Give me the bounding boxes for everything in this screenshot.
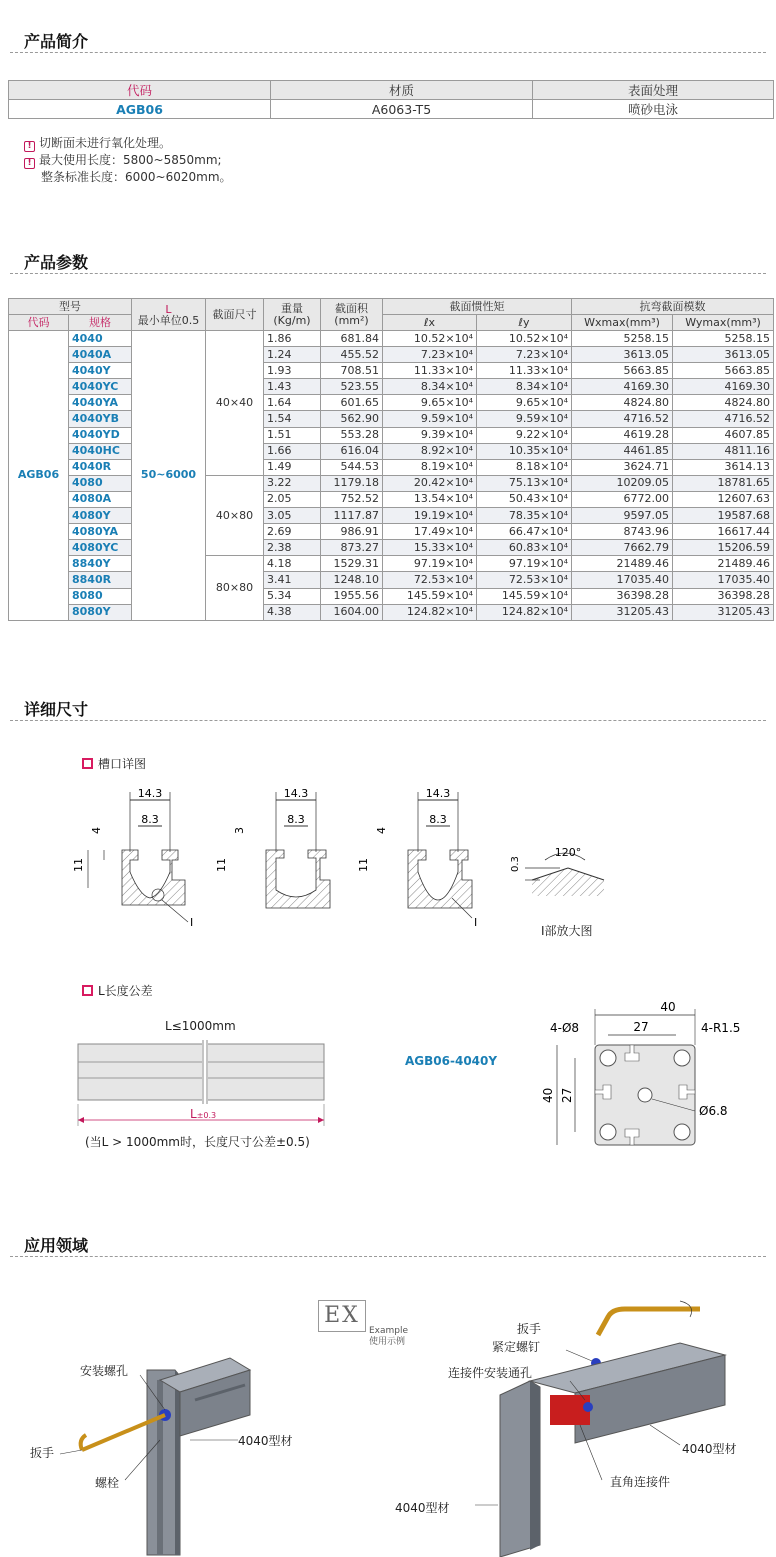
value-cell-wy: 31205.43 — [673, 604, 774, 620]
intro-table — [8, 80, 774, 119]
ex-logo: EX — [318, 1300, 366, 1332]
intro-header-code: 代码 — [9, 81, 271, 100]
value-cell-w: 3.41 — [264, 572, 321, 588]
value-cell-wy: 3613.05 — [673, 347, 774, 363]
value-cell-w: 2.05 — [264, 491, 321, 507]
divider — [10, 1256, 766, 1257]
value-cell-ix: 9.39×10⁴ — [383, 427, 477, 443]
value-cell-w: 1.66 — [264, 443, 321, 459]
header-wy: Wymax(mm³) — [673, 315, 774, 331]
value-cell-wy: 18781.65 — [673, 475, 774, 491]
slot3-depth-label: 4 — [375, 827, 388, 834]
value-cell-a: 1604.00 — [321, 604, 383, 620]
value-cell-iy: 8.18×10⁴ — [477, 459, 572, 475]
value-cell-w: 3.22 — [264, 475, 321, 491]
spec-cell: 4080A — [69, 491, 132, 507]
header-weight-unit: (Kg/m) — [273, 313, 311, 327]
table-row — [9, 556, 774, 572]
cross-section-diagram — [535, 995, 775, 1155]
label-angle-bracket: 直角连接件 — [610, 1475, 671, 1489]
value-cell-wy: 15206.59 — [673, 540, 774, 556]
value-cell-wy: 17035.40 — [673, 572, 774, 588]
value-cell-iy: 72.53×10⁴ — [477, 572, 572, 588]
spec-cell: 4040YC — [69, 379, 132, 395]
value-cell-w: 1.49 — [264, 459, 321, 475]
intro-surface: 喷砂电泳 — [533, 100, 774, 119]
spec-cell: 4080 — [69, 475, 132, 491]
value-cell-a: 752.52 — [321, 491, 383, 507]
note-2: 最大使用长度：5800~5850mm; — [39, 153, 222, 167]
intro-code: AGB06 — [9, 100, 271, 119]
header-spec: 规格 — [69, 315, 132, 331]
value-cell-w: 1.64 — [264, 395, 321, 411]
intro-material: A6063-T5 — [271, 100, 533, 119]
spec-cell: 8840R — [69, 572, 132, 588]
value-cell-a: 708.51 — [321, 363, 383, 379]
warning-icon: ! — [24, 158, 35, 169]
value-cell-w: 4.18 — [264, 556, 321, 572]
model-label: AGB06-4040Y — [405, 1054, 498, 1068]
header-wx: Wxmax(mm³) — [572, 315, 673, 331]
value-cell-ix: 8.92×10⁴ — [383, 443, 477, 459]
spec-cell: 4040HC — [69, 443, 132, 459]
value-cell-a: 681.84 — [321, 331, 383, 347]
square-bullet-icon — [82, 985, 93, 996]
slot2-width-label: 14.3 — [283, 787, 309, 800]
value-cell-a: 523.55 — [321, 379, 383, 395]
table-row — [9, 395, 774, 411]
value-cell-wx: 4619.28 — [572, 427, 673, 443]
slot-diagrams — [0, 780, 776, 950]
value-cell-wy: 4824.80 — [673, 395, 774, 411]
application-illustration-right — [380, 1295, 776, 1557]
value-cell-iy: 97.19×10⁴ — [477, 556, 572, 572]
table-row — [9, 475, 774, 491]
header-area: 截面积 — [335, 301, 368, 315]
value-cell-a: 1248.10 — [321, 572, 383, 588]
label-profile-right-1: 4040型材 — [682, 1442, 737, 1456]
label-bracket-hole: 连接件安装通孔 — [448, 1366, 533, 1380]
label-wrench-right: 扳手 — [517, 1322, 542, 1336]
value-cell-a: 1955.56 — [321, 588, 383, 604]
enlarge-diagram — [510, 846, 604, 896]
value-cell-wx: 7662.79 — [572, 540, 673, 556]
value-cell-iy: 11.33×10⁴ — [477, 363, 572, 379]
value-cell-iy: 10.52×10⁴ — [477, 331, 572, 347]
enlarge-caption: I部放大图 — [541, 924, 593, 938]
header-L: L — [165, 302, 172, 316]
table-row — [9, 347, 774, 363]
value-cell-w: 4.38 — [264, 604, 321, 620]
value-cell-w: 1.86 — [264, 331, 321, 347]
spec-cell: 4080YA — [69, 524, 132, 540]
spec-cell: 4040R — [69, 459, 132, 475]
note-1: 切断面未进行氧化处理。 — [39, 136, 172, 150]
value-cell-wx: 4716.52 — [572, 411, 673, 427]
value-cell-wx: 4824.80 — [572, 395, 673, 411]
value-cell-iy: 7.23×10⁴ — [477, 347, 572, 363]
value-cell-ix: 8.19×10⁴ — [383, 459, 477, 475]
slot2-inner-label: 8.3 — [287, 813, 305, 826]
slot1-inner-label: 8.3 — [141, 813, 159, 826]
value-cell-wx: 31205.43 — [572, 604, 673, 620]
slot-diagram-3 — [357, 787, 477, 929]
section-size-cell: 40×40 — [206, 331, 264, 476]
spec-cell: 4040YA — [69, 395, 132, 411]
table-row — [9, 491, 774, 507]
value-cell-ix: 145.59×10⁴ — [383, 588, 477, 604]
value-cell-w: 1.54 — [264, 411, 321, 427]
intro-header-material: 材质 — [271, 81, 533, 100]
value-cell-ix: 11.33×10⁴ — [383, 363, 477, 379]
section-title-detail: 详细尺寸 — [24, 700, 89, 719]
value-cell-wy: 19587.68 — [673, 508, 774, 524]
value-cell-iy: 66.47×10⁴ — [477, 524, 572, 540]
table-row — [9, 604, 774, 620]
slot3-inner-label: 8.3 — [429, 813, 447, 826]
value-cell-iy: 9.65×10⁴ — [477, 395, 572, 411]
slot3-mark: I — [474, 916, 478, 929]
application-illustration-left — [20, 1340, 350, 1557]
value-cell-wx: 4169.30 — [572, 379, 673, 395]
value-cell-ix: 8.34×10⁴ — [383, 379, 477, 395]
table-row — [9, 411, 774, 427]
label-profile-right-2: 4040型材 — [395, 1501, 450, 1515]
cross-holes-label: 4-Ø8 — [550, 1021, 580, 1035]
value-cell-iy: 50.43×10⁴ — [477, 491, 572, 507]
table-row — [9, 540, 774, 556]
slot1-depth-label: 4 — [90, 827, 103, 834]
spec-cell: 4040YD — [69, 427, 132, 443]
cross-center-label: Ø6.8 — [699, 1104, 728, 1118]
header-iy: ℓy — [477, 315, 572, 331]
spec-cell: 4040Y — [69, 363, 132, 379]
divider — [10, 273, 766, 274]
value-cell-wy: 3614.13 — [673, 459, 774, 475]
value-cell-iy: 9.22×10⁴ — [477, 427, 572, 443]
value-cell-ix: 19.19×10⁴ — [383, 508, 477, 524]
spec-cell: 4040 — [69, 331, 132, 347]
value-cell-wx: 9597.05 — [572, 508, 673, 524]
label-install-hole: 安装螺孔 — [80, 1364, 129, 1378]
divider — [10, 720, 766, 721]
value-cell-a: 544.53 — [321, 459, 383, 475]
value-cell-ix: 97.19×10⁴ — [383, 556, 477, 572]
value-cell-iy: 124.82×10⁴ — [477, 604, 572, 620]
intro-header-surface: 表面处理 — [533, 81, 774, 100]
value-cell-ix: 7.23×10⁴ — [383, 347, 477, 363]
slot-diagram-1 — [72, 787, 193, 929]
cross-radius-label: 4-R1.5 — [701, 1021, 741, 1035]
value-cell-a: 616.04 — [321, 443, 383, 459]
value-cell-ix: 17.49×10⁴ — [383, 524, 477, 540]
spec-cell: 8080Y — [69, 604, 132, 620]
tolerance-top-label: L≤1000mm — [165, 1019, 236, 1033]
label-set-screw: 紧定螺钉 — [492, 1340, 541, 1354]
value-cell-ix: 72.53×10⁴ — [383, 572, 477, 588]
value-cell-iy: 145.59×10⁴ — [477, 588, 572, 604]
tolerance-length-label: L±0.3 — [190, 1107, 217, 1121]
ex-cn: 使用示例 — [369, 1337, 406, 1347]
value-cell-wy: 5258.15 — [673, 331, 774, 347]
value-cell-w: 2.38 — [264, 540, 321, 556]
divider — [10, 52, 766, 53]
value-cell-ix: 20.42×10⁴ — [383, 475, 477, 491]
params-table — [8, 298, 774, 621]
value-cell-a: 1529.31 — [321, 556, 383, 572]
value-cell-wy: 36398.28 — [673, 588, 774, 604]
value-cell-wy: 21489.46 — [673, 556, 774, 572]
tolerance-heading — [82, 982, 153, 999]
value-cell-w: 1.51 — [264, 427, 321, 443]
header-modulus: 抗弯截面模数 — [572, 299, 774, 315]
value-cell-wy: 4169.30 — [673, 379, 774, 395]
section-title-intro: 产品简介 — [24, 32, 89, 51]
header-model: 型号 — [9, 299, 132, 315]
spec-cell: 4040A — [69, 347, 132, 363]
table-row — [9, 524, 774, 540]
table-row — [9, 443, 774, 459]
value-cell-wx: 5258.15 — [572, 331, 673, 347]
cross-inner-label: 27 — [633, 1020, 649, 1034]
value-cell-a: 1117.87 — [321, 508, 383, 524]
value-cell-a: 562.90 — [321, 411, 383, 427]
value-cell-ix: 9.59×10⁴ — [383, 411, 477, 427]
value-cell-wy: 4716.52 — [673, 411, 774, 427]
table-row — [9, 427, 774, 443]
spec-cell: 4040YB — [69, 411, 132, 427]
value-cell-w: 1.43 — [264, 379, 321, 395]
cross-height-label: 40 — [541, 1087, 555, 1103]
header-ix: ℓx — [383, 315, 477, 331]
value-cell-wx: 36398.28 — [572, 588, 673, 604]
section-size-cell: 40×80 — [206, 475, 264, 555]
slot1-height-label: 11 — [72, 858, 85, 872]
value-cell-wx: 3613.05 — [572, 347, 673, 363]
table-row — [9, 459, 774, 475]
header-code: 代码 — [9, 315, 69, 331]
length-range-cell: 50~6000 — [132, 331, 206, 621]
header-section-size: 截面尺寸 — [206, 299, 264, 331]
slot1-width-label: 14.3 — [137, 787, 163, 800]
value-cell-iy: 75.13×10⁴ — [477, 475, 572, 491]
label-bolt: 螺栓 — [95, 1476, 120, 1490]
value-cell-iy: 60.83×10⁴ — [477, 540, 572, 556]
tolerance-title: L长度公差 — [98, 984, 153, 998]
value-cell-a: 873.27 — [321, 540, 383, 556]
value-cell-iy: 78.35×10⁴ — [477, 508, 572, 524]
value-cell-iy: 9.59×10⁴ — [477, 411, 572, 427]
spec-cell: 4080YC — [69, 540, 132, 556]
spec-cell: 4080Y — [69, 508, 132, 524]
ex-en: Example — [369, 1326, 409, 1336]
value-cell-wy: 5663.85 — [673, 363, 774, 379]
tolerance-note: (当L > 1000mm时，长度尺寸公差±0.5) — [85, 1135, 310, 1149]
spec-cell: 8080 — [69, 588, 132, 604]
slot-diagram-2 — [215, 787, 330, 908]
value-cell-w: 1.93 — [264, 363, 321, 379]
value-cell-wx: 5663.85 — [572, 363, 673, 379]
square-bullet-icon — [82, 758, 93, 769]
notes — [24, 135, 232, 185]
angle-label: 120° — [554, 846, 582, 859]
value-cell-wx: 21489.46 — [572, 556, 673, 572]
value-cell-ix: 9.65×10⁴ — [383, 395, 477, 411]
value-cell-w: 5.34 — [264, 588, 321, 604]
value-cell-wx: 10209.05 — [572, 475, 673, 491]
value-cell-a: 1179.18 — [321, 475, 383, 491]
table-row — [9, 572, 774, 588]
section-title-params: 产品参数 — [24, 253, 89, 272]
value-cell-wx: 4461.85 — [572, 443, 673, 459]
value-cell-w: 2.69 — [264, 524, 321, 540]
slot3-height-label: 11 — [357, 858, 370, 872]
value-cell-w: 1.24 — [264, 347, 321, 363]
slot3-width-label: 14.3 — [425, 787, 451, 800]
table-row — [9, 331, 774, 347]
spec-cell: 8840Y — [69, 556, 132, 572]
slot2-height-label: 11 — [215, 858, 228, 872]
header-inertia: 截面惯性矩 — [383, 299, 572, 315]
value-cell-wx: 6772.00 — [572, 491, 673, 507]
value-cell-wx: 17035.40 — [572, 572, 673, 588]
table-row — [9, 508, 774, 524]
value-cell-wx: 3624.71 — [572, 459, 673, 475]
value-cell-wy: 4811.16 — [673, 443, 774, 459]
section-size-cell: 80×80 — [206, 556, 264, 620]
value-cell-wx: 8743.96 — [572, 524, 673, 540]
value-cell-wy: 12607.63 — [673, 491, 774, 507]
value-cell-iy: 10.35×10⁴ — [477, 443, 572, 459]
header-min-unit: 最小单位0.5 — [137, 313, 200, 327]
value-cell-ix: 10.52×10⁴ — [383, 331, 477, 347]
cross-width-label: 40 — [660, 1000, 676, 1014]
table-row — [9, 379, 774, 395]
value-cell-wy: 4607.85 — [673, 427, 774, 443]
enlarge-depth-label: 0.3 — [510, 856, 521, 872]
header-area-unit: (mm²) — [334, 313, 369, 327]
warning-icon: ! — [24, 141, 35, 152]
cross-inner-height-label: 27 — [560, 1087, 574, 1103]
value-cell-ix: 13.54×10⁴ — [383, 491, 477, 507]
section-title-application: 应用领域 — [24, 1236, 89, 1255]
value-cell-a: 553.28 — [321, 427, 383, 443]
slot2-depth-label: 3 — [233, 827, 246, 834]
table-row — [9, 363, 774, 379]
label-wrench-left: 扳手 — [30, 1446, 55, 1460]
label-profile-left: 4040型材 — [238, 1434, 293, 1448]
slot-detail-title: 槽口详图 — [98, 757, 147, 771]
slot-detail-heading — [82, 755, 146, 772]
value-cell-wy: 16617.44 — [673, 524, 774, 540]
value-cell-iy: 8.34×10⁴ — [477, 379, 572, 395]
value-cell-w: 3.05 — [264, 508, 321, 524]
value-cell-a: 455.52 — [321, 347, 383, 363]
value-cell-a: 601.65 — [321, 395, 383, 411]
slot1-mark: I — [190, 916, 194, 929]
value-cell-a: 986.91 — [321, 524, 383, 540]
table-row — [9, 588, 774, 604]
value-cell-ix: 15.33×10⁴ — [383, 540, 477, 556]
note-3: 整条标准长度：6000~6020mm。 — [41, 170, 232, 184]
value-cell-ix: 124.82×10⁴ — [383, 604, 477, 620]
code-cell: AGB06 — [9, 331, 69, 621]
header-weight: 重量 — [281, 301, 303, 315]
